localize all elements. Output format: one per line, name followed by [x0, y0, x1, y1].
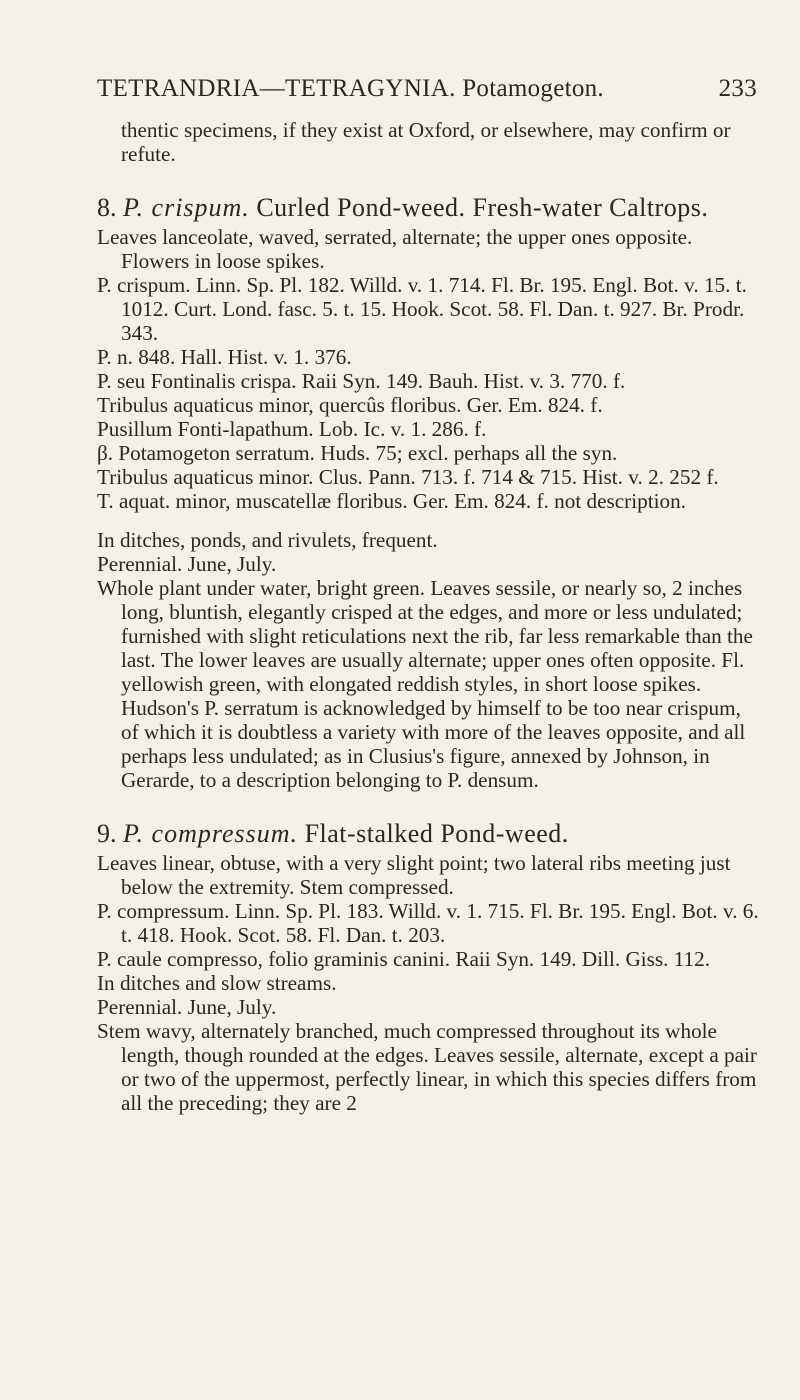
duration: Perennial. June, July.: [97, 995, 277, 1019]
species-name: P. crispum.: [123, 193, 250, 222]
habitat: In ditches, ponds, and rivulets, frequent.: [97, 528, 438, 552]
intro-continuation: thentic specimens, if they exist at Oxford, or elsewhere, may confirm or refute.: [121, 118, 731, 166]
synonym-line: P. seu Fontinalis crispa. Raii Syn. 149. Bauh. Hist. v. 3. 770. f.: [97, 369, 626, 393]
species-number: 9.: [97, 819, 117, 848]
synonym-line: P. compressum. Linn. Sp. Pl. 183. Willd. v. 1. 715. Fl. Br. 195. Engl. Bot. v. 6. t. 418. Hook. Scot. 58. Fl. Dan. t. 203.: [97, 899, 759, 947]
page-number: 233: [718, 75, 757, 102]
page-body: [97, 118, 763, 1115]
species-number: 8.: [97, 193, 117, 222]
species-entry-9: [97, 818, 763, 1115]
running-header: [97, 75, 757, 103]
synonym-line: P. caule compresso, folio graminis canini. Raii Syn. 149. Dill. Giss. 112.: [97, 947, 711, 971]
synonym-line: P. crispum. Linn. Sp. Pl. 182. Willd. v. 1. 714. Fl. Br. 195. Engl. Bot. v. 15. t. 1012. Curt. Lond. fasc. 5. t. 15. Hook. Scot. 58. Fl. Dan. t. 927. Br. Prodr. 343.: [97, 273, 747, 345]
description: Whole plant under water, bright green. Leaves sessile, or nearly so, 2 inches long, bluntish, elegantly crisped at the edges, and more or less undulated; furnished with slight reticulations next the rib, far less remarkable than the last. The lower leaves are usually alternate; upper ones often opposite. Fl. yellowish green, with elongated reddish styles, in short loose spikes. Hudson's P. serratum is acknowledged by himself to be too near crispum, of which it is doubtless a variety with more of the leaves opposite, and all perhaps less undulated; as in Clusius's figure, annexed by Johnson, in Gerarde, to a description belonging to P. densum.: [97, 576, 753, 792]
synonym-line: β. Potamogeton serratum. Huds. 75; excl. perhaps all the syn.: [97, 441, 618, 465]
common-name: Curled Pond-weed. Fresh-water Caltrops.: [256, 193, 709, 222]
synonym-line: Tribulus aquaticus minor, quercûs floribus. Ger. Em. 824. f.: [97, 393, 603, 417]
species-name: P. compressum.: [123, 819, 299, 848]
habitat: In ditches and slow streams.: [97, 971, 337, 995]
synonym-line: T. aquat. minor, muscatellæ floribus. Ger. Em. 824. f. not description.: [97, 489, 686, 513]
species-entry-8: [97, 192, 763, 792]
synonym-line: P. n. 848. Hall. Hist. v. 1. 376.: [97, 345, 352, 369]
synonym-line: Tribulus aquaticus minor. Clus. Pann. 713. f. 714 & 715. Hist. v. 2. 252 f.: [97, 465, 719, 489]
specific-character: Leaves linear, obtuse, with a very slight point; two lateral ribs meeting just below the extremity. Stem compressed.: [97, 851, 731, 899]
species-heading: [97, 818, 763, 849]
common-name: Flat-stalked Pond-weed.: [304, 819, 569, 848]
duration: Perennial. June, July.: [97, 552, 277, 576]
synonym-line: Pusillum Fonti-lapathum. Lob. Ic. v. 1. 286. f.: [97, 417, 487, 441]
running-title: TETRANDRIA—TETRAGYNIA.: [97, 75, 456, 102]
description: Stem wavy, alternately branched, much compressed throughout its whole length, though rounded at the edges. Leaves sessile, alternate, except a pair or two of the uppermost, perfectly linear, in which this species differs from all the preceding; they are 2: [97, 1019, 757, 1115]
species-heading: [97, 192, 763, 223]
genus-heading: Potamogeton.: [462, 75, 604, 102]
specific-character: Leaves lanceolate, waved, serrated, alternate; the upper ones opposite. Flowers in loose spikes.: [97, 225, 693, 273]
